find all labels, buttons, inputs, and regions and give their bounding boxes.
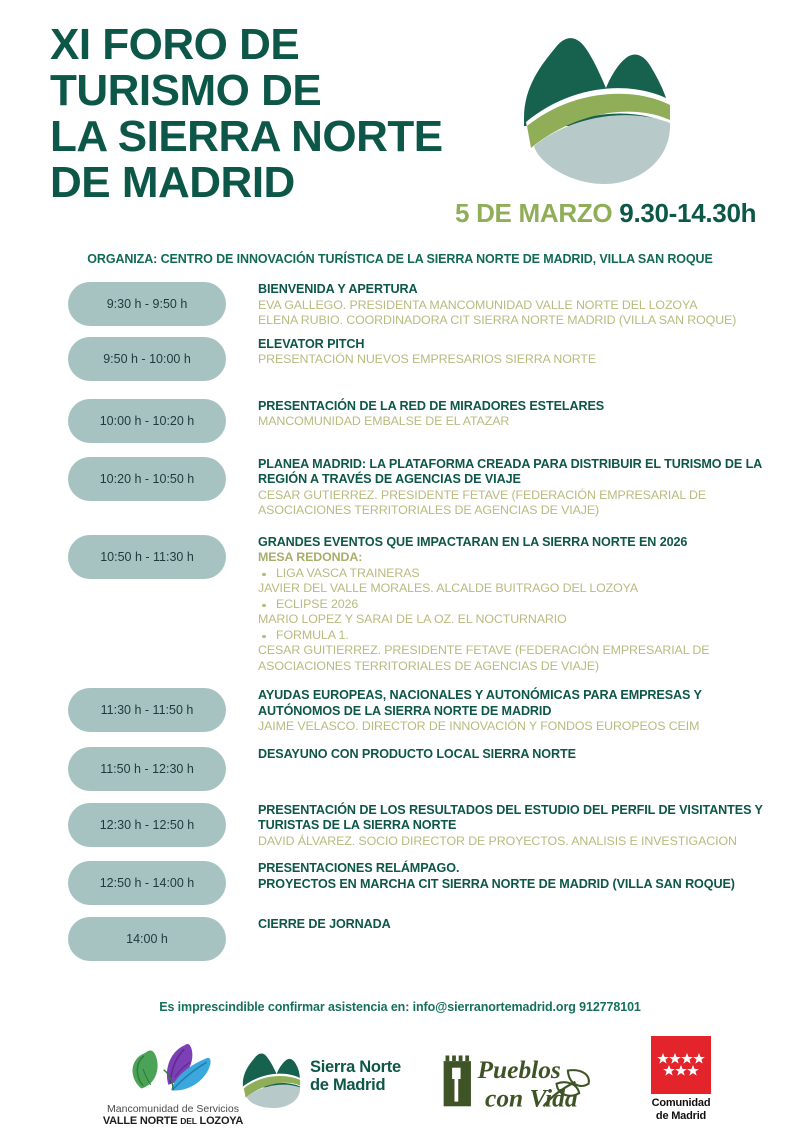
schedule-row	[0, 399, 800, 443]
title-line-1: XI FORO DE	[50, 20, 300, 69]
schedule-title: BIENVENIDA Y APERTURA	[258, 282, 418, 296]
schedule-row-spacer	[0, 519, 800, 535]
schedule-row-spacer	[0, 674, 800, 688]
schedule-subtitle: JAVIER DEL VALLE MORALES. ALCALDE BUITRAGO DEL LOZOYA	[258, 581, 639, 595]
schedule-content	[258, 861, 800, 892]
comunidad-de-madrid-logo	[632, 1036, 730, 1122]
schedule-content	[258, 747, 800, 763]
mancomunidad-name	[88, 1115, 258, 1128]
schedule-row-spacer	[0, 905, 800, 917]
schedule-content	[258, 399, 800, 430]
title-line-3: LA SIERRA NORTE	[50, 112, 443, 161]
sierra-norte-mountain-logo-icon	[512, 22, 682, 187]
comunidad-madrid-line1: Comunidad	[651, 1097, 711, 1109]
footer-logos	[0, 1032, 800, 1131]
organizer-line: ORGANIZA: CENTRO DE INNOVACIÓN TURÍSTICA DE LA SIERRA NORTE DE MADRID, VILLA SAN ROQUE	[87, 252, 713, 266]
schedule-row-spacer	[0, 329, 800, 337]
schedule-subtitle: PRESENTACIÓN NUEVOS EMPRESARIOS SIERRA NORTE	[258, 352, 597, 366]
page-title	[50, 22, 520, 206]
schedule-subtitle: JAIME VELASCO. DIRECTOR DE INNOVACIÓN Y FONDOS EUROPEOS CEIM	[258, 719, 700, 733]
schedule-subtitle: EVA GALLEGO. PRESIDENTA MANCOMUNIDAD VALLE NORTE DEL LOZOYA	[258, 297, 698, 312]
schedule-content	[258, 282, 800, 329]
schedule-subtitle: MARIO LOPEZ Y SARAI DE LA OZ. EL NOCTURNARIO	[258, 612, 567, 626]
schedule-row	[0, 457, 800, 519]
schedule-time-pill: 10:20 h - 10:50 h	[68, 457, 226, 501]
schedule-bullet-item: FORMULA 1.	[258, 628, 772, 644]
schedule-time-pill: 9:30 h - 9:50 h	[68, 282, 226, 326]
mancomunidad-name-part1: VALLE NORTE	[102, 1115, 181, 1127]
schedule-time-pill: 12:30 h - 12:50 h	[68, 803, 226, 847]
mancomunidad-name-part2: DEL	[180, 1116, 197, 1126]
schedule-subtitle: ASOCIACIONES TERRITORIALES DE AGENCIAS DE VIAJE)	[258, 658, 600, 673]
schedule-subtitle: MESA REDONDA:	[258, 550, 363, 564]
schedule-title: DESAYUNO CON PRODUCTO LOCAL SIERRA NORTE	[258, 746, 576, 761]
sierra-norte-wordmark-line2: de Madrid	[310, 1076, 386, 1094]
comunidad-madrid-line2: de Madrid	[655, 1109, 707, 1122]
schedule-title: PRESENTACIONES RELÁMPAGO.	[258, 861, 460, 875]
title-line-2: TURISMO DE	[50, 66, 322, 115]
mancomunidad-valle-norte-lozoya-logo	[88, 1038, 258, 1128]
schedule-content	[258, 337, 800, 368]
schedule-time-pill: 11:30 h - 11:50 h	[68, 688, 226, 732]
sierra-norte-mark-icon	[238, 1048, 304, 1108]
schedule-time-pill: 12:50 h - 14:00 h	[68, 861, 226, 905]
schedule-row-spacer	[0, 849, 800, 861]
schedule-subtitle: MANCOMUNIDAD EMBALSE DE EL ATAZAR	[258, 414, 510, 428]
schedule-content	[258, 535, 800, 675]
pueblos-script-text: Pueblos	[477, 1056, 561, 1085]
schedule-bullet-item: ECLIPSE 2026	[258, 597, 772, 613]
schedule-row	[0, 282, 800, 329]
schedule-title: GRANDES EVENTOS QUE IMPACTARAN EN LA SIERRA NORTE EN 2026	[258, 534, 688, 549]
sierra-norte-wordmark-line1: Sierra Norte	[310, 1058, 401, 1076]
con-vida-script-text: con Vida	[485, 1084, 578, 1113]
schedule-subtitle: CESAR GUITIERREZ. PRESIDENTE FETAVE (FEDERACIÓN EMPRESARIAL DE	[258, 643, 710, 657]
mancomunidad-name-part3: LOZOYA	[196, 1115, 244, 1127]
schedule-title: CIERRE DE JORNADA	[258, 917, 391, 931]
mancomunidad-subtitle: Mancomunidad de Servicios	[107, 1103, 239, 1115]
schedule-content	[258, 688, 800, 735]
event-date	[455, 198, 756, 229]
schedule-row	[0, 535, 800, 675]
schedule-row	[0, 917, 800, 961]
schedule-title-secondary: PROYECTOS EN MARCHA CIT SIERRA NORTE DE MADRID (VILLA SAN ROQUE)	[258, 876, 735, 891]
schedule-title: PRESENTACIÓN DE LA RED DE MIRADORES ESTELARES	[258, 398, 605, 413]
schedule-content	[258, 803, 800, 850]
schedule-time-pill: 14:00 h	[68, 917, 226, 961]
schedule-row-spacer	[0, 381, 800, 399]
schedule-row	[0, 861, 800, 905]
comunidad-madrid-wordmark	[632, 1097, 730, 1122]
schedule-row-spacer	[0, 791, 800, 803]
leaves-icon	[117, 1038, 229, 1096]
schedule-row-spacer	[0, 735, 800, 747]
pueblos-con-vida-logo	[438, 1042, 603, 1121]
schedule-row	[0, 747, 800, 791]
schedule-title: PLANEA MADRID: LA PLATAFORMA CREADA PARA DISTRIBUIR EL TURISMO DE LA REGIÓN A TRAVÉS DE AGENCIAS DE VIAJE	[258, 456, 762, 486]
schedule-content	[258, 457, 800, 519]
title-line-4: DE MADRID	[50, 158, 295, 207]
schedule-time-pill: 11:50 h - 12:30 h	[68, 747, 226, 791]
schedule-subtitle: CESAR GUTIERREZ. PRESIDENTE FETAVE (FEDERACIÓN EMPRESARIAL DE	[258, 487, 707, 502]
confirmation-note: Es imprescindible confirmar asistencia en: info@sierranortemadrid.org 912778101	[159, 1000, 641, 1014]
comunidad-madrid-flag-icon	[651, 1036, 711, 1094]
schedule-row	[0, 803, 800, 850]
schedule-bullet-item: LIGA VASCA TRAINERAS	[258, 566, 772, 582]
schedule-list	[0, 282, 800, 961]
poster-header	[0, 0, 800, 238]
schedule-title: PRESENTACIÓN DE LOS RESULTADOS DEL ESTUDIO DEL PERFIL DE VISITANTES Y TURISTAS DE LA SIERRA NORTE	[258, 802, 763, 832]
schedule-subtitle: ASOCIACIONES TERRITORIALES DE AGENCIAS DE VIAJE)	[258, 503, 600, 517]
schedule-time-pill: 9:50 h - 10:00 h	[68, 337, 226, 381]
schedule-row	[0, 688, 800, 735]
event-date-day: 5 DE MARZO	[455, 198, 613, 228]
schedule-subtitle: ELENA RUBIO. COORDINADORA CIT SIERRA NORTE MADRID (VILLA SAN ROQUE)	[258, 313, 737, 327]
schedule-subtitle: DAVID ÁLVAREZ. SOCIO DIRECTOR DE PROYECTOS. ANALISIS E INVESTIGACION	[258, 833, 737, 848]
schedule-time-pill: 10:00 h - 10:20 h	[68, 399, 226, 443]
schedule-title: ELEVATOR PITCH	[258, 336, 365, 351]
pueblos-con-vida-mark-icon	[438, 1042, 598, 1116]
schedule-time-pill: 10:50 h - 11:30 h	[68, 535, 226, 579]
schedule-title: AYUDAS EUROPEAS, NACIONALES Y AUTONÓMICAS PARA EMPRESAS Y AUTÓNOMOS DE LA SIERRA NORTE DE MADRID	[258, 688, 702, 718]
schedule-row	[0, 337, 800, 381]
schedule-content	[258, 917, 800, 933]
schedule-row-spacer	[0, 443, 800, 457]
event-date-time: 9.30-14.30h	[619, 198, 757, 228]
sierra-norte-wordmark	[310, 1058, 401, 1094]
